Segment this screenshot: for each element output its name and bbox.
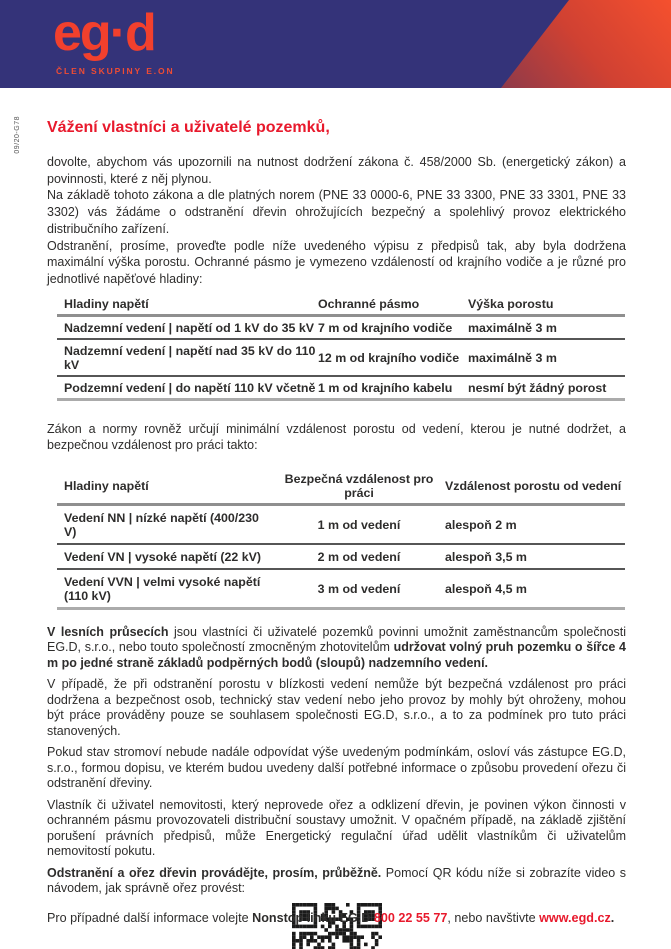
column-header: Vzdálenost porostu od vedení xyxy=(445,472,625,505)
footer-contact xyxy=(47,911,614,925)
table-header-row xyxy=(57,472,625,505)
table-header-row xyxy=(57,297,625,316)
paragraph xyxy=(47,677,626,739)
text-segment: Odstranění a ořez dřevin provádějte, prosím, průběžně. xyxy=(47,865,382,880)
table-cell: 2 m od vedení xyxy=(275,544,445,569)
table-cell: Vedení VN | vysoké napětí (22 kV) xyxy=(57,544,275,569)
logo-subtitle: ČLEN SKUPINY E.ON xyxy=(56,66,175,76)
table-cell: Vedení NN | nízké napětí (400/230 V) xyxy=(57,504,275,544)
text-segment: jsou vlastníci či uživatelé pozemků povinni umožnit zaměstnancům společnosti EG.D, s.r.o., nebo touto společností zmocněným zhotovitelům xyxy=(47,624,626,655)
table-cell: Vedení VVN | velmi vysoké napětí (110 kV) xyxy=(57,569,275,609)
header-banner xyxy=(0,0,671,88)
text-segment: udržovat volný pruh pozemku o šířce 4 m po jedné straně základů podpěrných bodů (sloupů) nadzemního vedení. xyxy=(47,640,626,670)
text-segment: . xyxy=(610,911,615,925)
table-cell: maximálně 3 m xyxy=(468,339,625,376)
paragraph xyxy=(47,745,626,792)
letter-body xyxy=(47,119,626,949)
table-cell: Nadzemní vedení | napětí nad 35 kV do 110 kV xyxy=(57,339,318,376)
table-cell: 1 m od krajního kabelu xyxy=(318,376,468,400)
text-segment: 800 22 55 77 xyxy=(373,911,448,925)
text-segment: , nebo navštivte xyxy=(447,911,540,925)
qr-section xyxy=(47,903,626,949)
paragraph xyxy=(47,187,626,237)
column-header: Hladiny napětí xyxy=(57,472,275,505)
table-cell: maximálně 3 m xyxy=(468,315,625,339)
intro-paragraphs xyxy=(47,154,626,288)
table-cell: alespoň 2 m xyxy=(445,504,625,544)
table-row xyxy=(57,544,625,569)
table-row xyxy=(57,315,625,339)
body-paragraphs xyxy=(47,625,626,897)
table-row xyxy=(57,569,625,609)
text-segment: Pomocí QR kódu níže si zobrazíte video s návodem, jak správně ořez provést: xyxy=(47,865,627,896)
paragraph xyxy=(47,798,626,860)
form-code: 09/20-G78 xyxy=(14,116,21,154)
text-segment: Nonstop linku EG.D xyxy=(252,911,374,925)
text-segment: dovolte, abychom vás upozornili na nutnost dodržení zákona č. 458/2000 Sb. (energetický zákon) a povinnosti, které z něj plynou. xyxy=(47,155,626,186)
column-header: Hladiny napětí xyxy=(57,297,318,316)
column-header: Bezpečná vzdálenost pro práci xyxy=(275,472,445,505)
table-cell: alespoň 4,5 m xyxy=(445,569,625,609)
text-segment: Pro případné další informace volejte xyxy=(47,911,253,925)
table-cell: Podzemní vedení | do napětí 110 kV včetně xyxy=(57,376,318,400)
egd-logo: eg·d xyxy=(53,4,155,62)
table-row xyxy=(57,376,625,400)
paragraph xyxy=(47,866,626,897)
table-row xyxy=(57,339,625,376)
header-accent-shape xyxy=(501,0,671,88)
safe-distance-table xyxy=(57,472,625,610)
column-header: Výška porostu xyxy=(468,297,625,316)
protection-zone-table xyxy=(57,297,625,401)
table-cell: 7 m od krajního vodiče xyxy=(318,315,468,339)
table-row xyxy=(57,504,625,544)
qr-code xyxy=(292,903,382,949)
text-segment: Vlastník či uživatel nemovitosti, který neprovede ořez a odklizení dřevin, je povinen výkon činnosti v ochranném pásmu provozovateli distribuční soustavy umožnit. V opačném případě, na základě zjištění porušení právních předpisů, může Energetický regulační úřad udělit vlastníkům či uživatelům nemovitostí pokutu. xyxy=(47,797,626,859)
text-segment: V lesních průsecích xyxy=(47,624,169,639)
table-cell: alespoň 3,5 m xyxy=(445,544,625,569)
text-segment: www.egd.cz xyxy=(539,911,611,925)
paragraph xyxy=(47,238,626,288)
table-cell: nesmí být žádný porost xyxy=(468,376,625,400)
paragraph xyxy=(47,625,626,672)
mid-paragraph: Zákon a normy rovněž určují minimální vzdálenost porostu od vedení, kterou je nutné dodržet, a bezpečnou vzdálenost pro práci takto: xyxy=(47,421,626,453)
table-cell: 3 m od vedení xyxy=(275,569,445,609)
text-segment: Na základě tohoto zákona a dle platných norem (PNE 33 0000-6, PNE 33 3300, PNE 33 3301, PNE 33 3302) vás žádáme o odstranění dřevin ohrožujících bezpečný a spolehlivý provoz elektrického distribučního zařízení. xyxy=(47,188,626,236)
table-cell: 12 m od krajního vodiče xyxy=(318,339,468,376)
table-cell: Nadzemní vedení | napětí od 1 kV do 35 kV xyxy=(57,315,318,339)
text-segment: V případě, že při odstranění porostu v blízkosti vedení nemůže být bezpečná vzdálenost pro práci dodržena a bezpečnost osob, technický stav vedení nebo jeho provoz by mohly být ohroženy, mohou být práce prováděny pouze se souhlasem společnosti EG.D, s.r.o., a to za podmínek pro tuto práci stanovených. xyxy=(47,677,626,738)
text-segment: Pokud stav stromoví nebude nadále odpovídat výše uvedeným podmínkám, osloví vás zástupce EG.D, s.r.o., formou dopisu, ve kterém budou uvedeny další potřebné informace o způsobu provedení ořezu či odstranění dřeviny. xyxy=(47,745,626,791)
column-header: Ochranné pásmo xyxy=(318,297,468,316)
salutation: Vážení vlastníci a uživatelé pozemků, xyxy=(47,119,330,136)
table-cell: 1 m od vedení xyxy=(275,504,445,544)
text-segment: Odstranění, prosíme, proveďte podle níže uvedeného výpisu z předpisů tak, aby byla dodržena maximální výška porostu. Ochranné pásmo je vymezeno vzdáleností od krajního vodiče a je různé pro jednotlivé napěťové hladiny: xyxy=(47,238,626,286)
paragraph xyxy=(47,154,626,187)
